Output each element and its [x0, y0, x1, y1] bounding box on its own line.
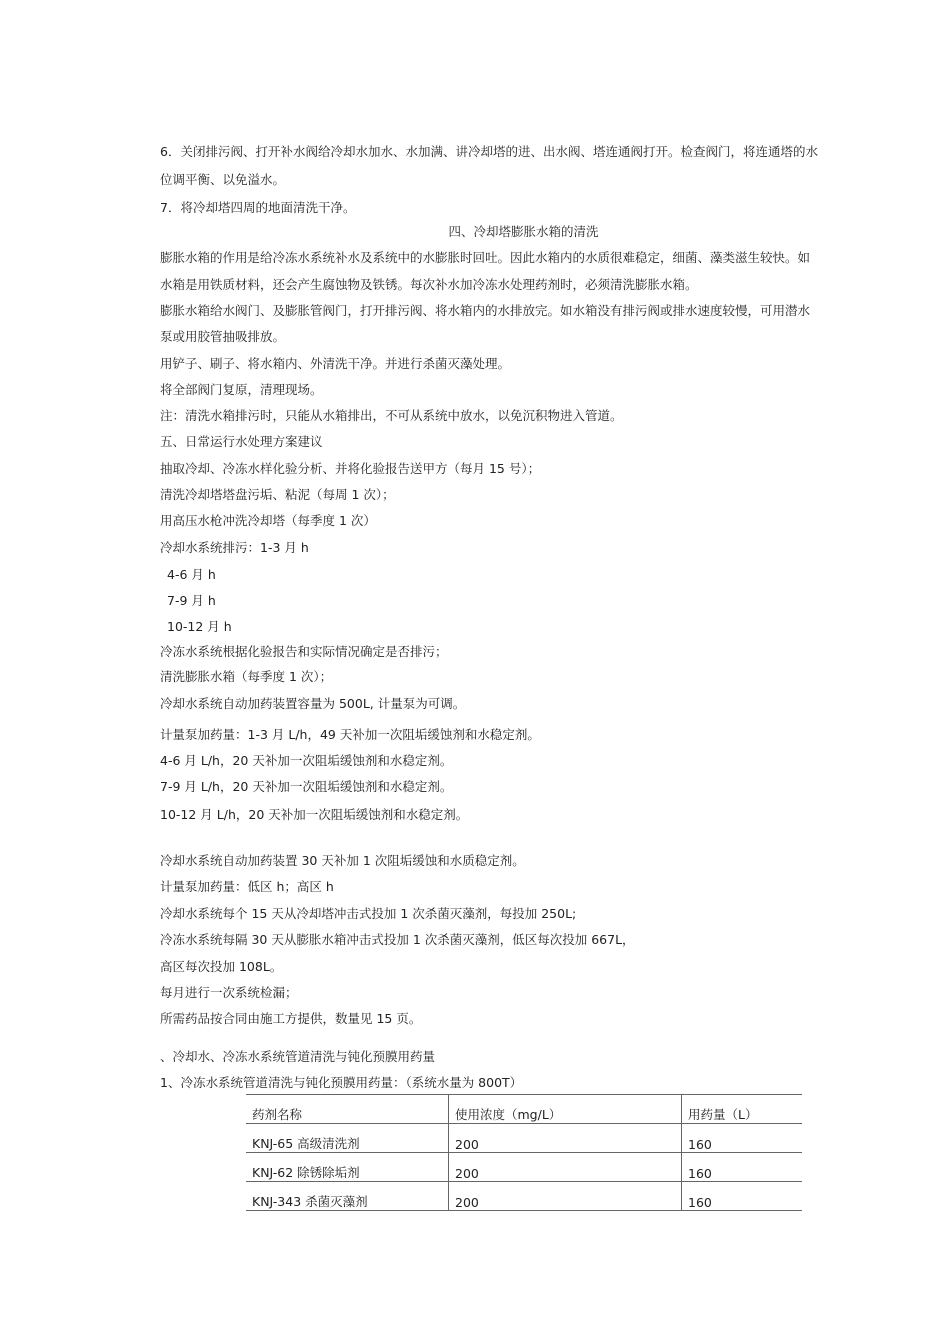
text-line: 4-6 月 L/h，20 天补加一次阻垢缓蚀剂和水稳定剂。	[160, 753, 453, 768]
text-line: 计量泵加药量：1-3 月 L/h，49 天补加一次阻垢缓蚀剂和水稳定剂。	[160, 727, 540, 742]
table-cell: KNJ-65 高级清洗剂	[246, 1124, 449, 1153]
text-line: 每月进行一次系统检漏；	[160, 985, 298, 1000]
table-cell: 160	[682, 1124, 803, 1153]
table-cell: KNJ-62 除锈除垢剂	[246, 1153, 449, 1182]
text-line: 4-6 月 h	[167, 567, 216, 582]
table-row	[246, 1153, 802, 1182]
table-header-row	[246, 1095, 802, 1124]
table-header-cell: 药剂名称	[246, 1095, 449, 1124]
text-line: 用铲子、刷子、将水箱内、外清洗干净。并进行杀菌灭藻处理。	[160, 356, 511, 371]
text-line: 冷冻水系统根据化验报告和实际情况确定是否排污；	[160, 644, 448, 659]
table-cell: 200	[449, 1182, 682, 1211]
table-cell: 200	[449, 1153, 682, 1182]
table-row	[246, 1124, 802, 1153]
text-line: 1、冷冻水系统管道清洗与钝化预膜用药量：（系统水量为 800T）	[160, 1075, 523, 1090]
text-line: 冷却水系统排污：1-3 月 h	[160, 540, 309, 555]
section-heading: 四、冷却塔膨胀水箱的清洗	[448, 224, 599, 239]
text-line: 所需药品按合同由施工方提供，数量见 15 页。	[160, 1011, 422, 1026]
text-line: 10-12 月 L/h，20 天补加一次阻垢缓蚀剂和水稳定剂。	[160, 807, 469, 822]
text-line: 10-12 月 h	[167, 619, 232, 634]
text-line: 膨胀水箱给水阀门、及膨胀管阀门，打开排污阀、将水箱内的水排放完。如水箱没有排污阀或排水速度较慢，可用潜水	[160, 303, 811, 318]
text-line: 用高压水枪冲洗冷却塔（每季度 1 次）	[160, 513, 376, 528]
text-line: 6．关闭排污阀、打开补水阀给冷却水加水、水加满、讲冷却塔的进、出水阀、塔连通阀打开。检查阀门，将连通塔的水	[160, 144, 818, 159]
table-cell: 160	[682, 1182, 803, 1211]
text-line: 注：清洗水箱排污时，只能从水箱排出，不可从系统中放水，以免沉积物进入管道。	[160, 408, 623, 423]
section-heading: 、冷却水、冷冻水系统管道清洗与钝化预膜用药量	[160, 1049, 436, 1064]
text-line: 冷却水系统自动加药装置容量为 500L, 计量泵为可调。	[160, 696, 466, 711]
text-line: 冷冻水系统每隔 30 天从膨胀水箱冲击式投加 1 次杀菌灭藻剂，低区每次投加 667L，	[160, 932, 635, 947]
table-cell: 200	[449, 1124, 682, 1153]
section-heading: 五、日常运行水处理方案建议	[160, 434, 323, 449]
text-line: 冷却水系统每个 15 天从冷却塔冲击式投加 1 次杀菌灭藻剂，每投加 250L;	[160, 906, 577, 921]
text-line: 清洗膨胀水箱（每季度 1 次）；	[160, 669, 333, 684]
text-line: 将全部阀门复原，清理现场。	[160, 382, 323, 397]
text-line: 泵或用胶管抽吸排放。	[160, 329, 286, 344]
text-line: 清洗冷却塔塔盘污垢、粘泥（每周 1 次）；	[160, 487, 395, 502]
text-line: 7-9 月 L/h，20 天补加一次阻垢缓蚀剂和水稳定剂。	[160, 779, 453, 794]
text-line: 计量泵加药量：低区 h；高区 h	[160, 879, 334, 894]
text-line: 水箱是用铁质材料，还会产生腐蚀物及铁锈。每次补水加冷冻水处理药剂时，必须清洗膨胀水箱。	[160, 277, 698, 292]
text-line: 膨胀水箱的作用是给冷冻水系统补水及系统中的水膨胀时回吐。因此水箱内的水质很难稳定，细菌、藻类滋生较快。如	[160, 250, 811, 265]
text-line: 位调平衡、以免溢水。	[160, 172, 286, 187]
table-cell: KNJ-343 杀菌灭藻剂	[246, 1182, 449, 1211]
table-row	[246, 1182, 802, 1211]
text-line: 抽取冷却、冷冻水样化验分析、并将化验报告送甲方（每月 15 号）；	[160, 461, 541, 476]
table-cell: 160	[682, 1153, 803, 1182]
table-header-cell: 用药量（L）	[682, 1095, 803, 1124]
dosage-table	[246, 1094, 802, 1211]
table-header-cell: 使用浓度（mg/L）	[449, 1095, 682, 1124]
text-line: 7-9 月 h	[167, 593, 216, 608]
text-line: 7．将冷却塔四周的地面清洗干净。	[160, 200, 356, 215]
text-line: 高区每次投加 108L。	[160, 959, 283, 974]
text-line: 冷却水系统自动加药装置 30 天补加 1 次阻垢缓蚀和水质稳定剂。	[160, 853, 525, 868]
